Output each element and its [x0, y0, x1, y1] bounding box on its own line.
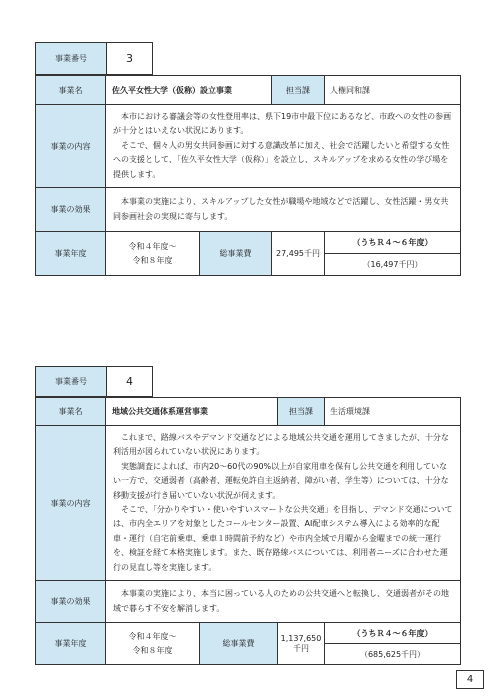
- effect-paragraph: 本事業の実施により、本当に困っている人のための公共交通へと転換し、交通弱者がその地域で暮らす不安を解消します。: [113, 589, 449, 613]
- project-name-label: 事業名: [36, 398, 106, 426]
- dept-label: 担当課: [272, 76, 325, 105]
- content-label: 事業の内容: [36, 105, 106, 188]
- period-label: 事業年度: [36, 623, 106, 665]
- project-name-value: 佐久平女性大学（仮称）設立事業: [106, 76, 272, 105]
- effect-text: [106, 581, 461, 623]
- total-cost-value: 27,495千円: [272, 232, 325, 276]
- effect-text: [106, 188, 461, 232]
- project-block-3: [35, 42, 460, 276]
- period-from: 令和４年度～: [128, 631, 177, 641]
- project-number-value: 3: [107, 43, 153, 75]
- content-text: [106, 105, 461, 188]
- dept-value: 生活環境課: [325, 398, 461, 426]
- project-number-value: 4: [107, 367, 153, 397]
- page-number: 4: [456, 670, 484, 689]
- total-cost-value: 1,137,650千円: [278, 623, 325, 665]
- sub-period-header: （うちＲ４～６年度）: [325, 623, 461, 644]
- content-text: [106, 426, 461, 581]
- period-to: 令和８年度: [132, 645, 173, 655]
- period-to: 令和８年度: [132, 255, 173, 265]
- project-detail-table: [35, 75, 461, 276]
- effect-label: 事業の効果: [36, 188, 106, 232]
- content-label: 事業の内容: [36, 426, 106, 581]
- total-cost-label: 総事業費: [200, 232, 272, 276]
- project-number-table: [35, 42, 153, 75]
- dept-label: 担当課: [278, 398, 325, 426]
- content-paragraph: そこで、「分かりやすい・使いやすいスマートな公共交通」を目指し、デマンド交通については、市内全エリアを対象としたコールセンター設置、AI配車システム導入による効率的な配車・運行（自宅前乗車、乗車１時間前予約など）や市内全域で月曜から金曜までの統一運行を、検証を経て本格実施します。また、既存路線バスについては、利用者ニーズに合わせた運行の見直し等を実施します。: [113, 505, 453, 572]
- project-name-label: 事業名: [36, 76, 106, 105]
- effect-paragraph: 本事業の実施により、スキルアップした女性が職場や地域などで活躍し、女性活躍・男女共同参画社会の実現に寄与します。: [113, 197, 449, 221]
- dept-value: 人権同和課: [325, 76, 461, 105]
- period-value: [106, 232, 200, 276]
- project-detail-table: [35, 397, 461, 665]
- period-from: 令和４年度～: [128, 241, 177, 251]
- project-number-label: 事業番号: [36, 367, 107, 397]
- content-paragraph: 本市における審議会等の女性登用率は、県下19市中最下位にあるなど、市政への女性の参画が十分とはいえない状況にあります。: [113, 112, 452, 136]
- project-name-value: 地域公共交通体系運営事業: [106, 398, 278, 426]
- content-paragraph: これまで、路線バスやデマンド交通などによる地域公共交通を運用してきましたが、十分な利活用が図られていない状況にあります。: [113, 433, 449, 457]
- content-paragraph: 実態調査によれば、市内20～60代の90%以上が自家用車を保有し公共交通を利用していない一方で、交通弱者（高齢者、運転免許自主返納者、障がい者、学生等）については、十分な移動支援が行き届いていない状況が伺えます。: [113, 461, 449, 500]
- project-block-4: [35, 366, 460, 665]
- project-number-label: 事業番号: [36, 43, 107, 75]
- content-paragraph: そこで、個々人の男女共同参画に対する意識改革に加え、社会で活躍したいと希望する女性への支援として、「佐久平女性大学（仮称）」を設立し、スキルアップを求める女性の学び場を提供します。: [113, 140, 450, 179]
- period-label: 事業年度: [36, 232, 106, 276]
- effect-label: 事業の効果: [36, 581, 106, 623]
- sub-period-header: （うちＲ４～６年度）: [325, 232, 461, 254]
- total-cost-label: 総事業費: [200, 623, 278, 665]
- sub-cost-value: （685,625千円）: [325, 644, 461, 665]
- period-value: [106, 623, 200, 665]
- project-number-table: [35, 366, 153, 397]
- sub-cost-value: （16,497千円）: [325, 254, 461, 276]
